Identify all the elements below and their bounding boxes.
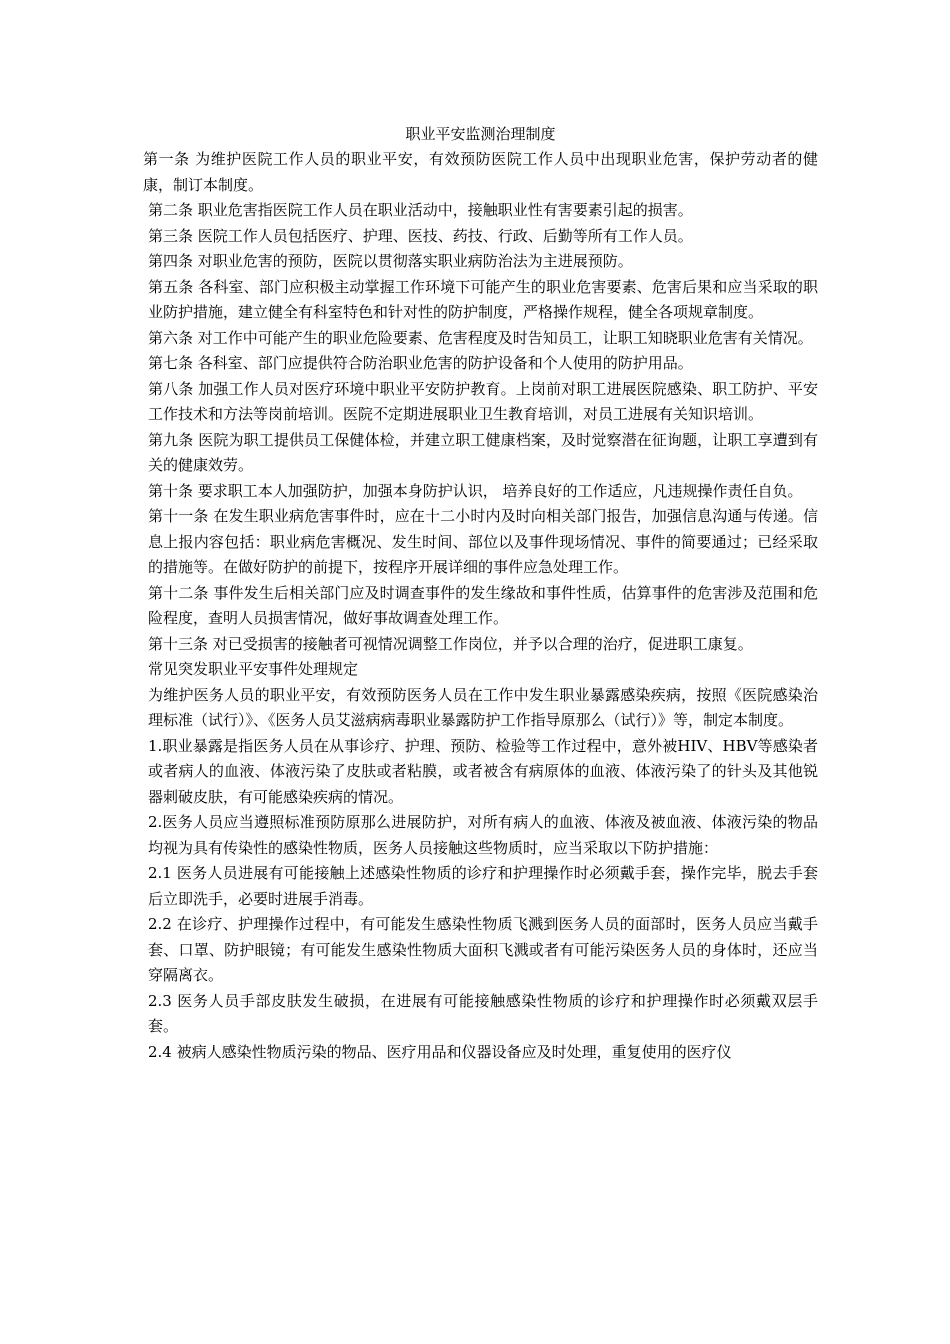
section-heading: 常见突发职业平安事件处理规定 (148, 660, 359, 678)
paragraph-article-11: 第十一条 在发生职业病危害事件时，应在十二小时内及时向相关部门报告，加强信息沟通与传递。信息上报内容包括：职业病危害概况、发生时间、部位以及事件现场情况、事件的简要通过；已经采取的措施等。在做好防护的前提下，按程序开展详细的事件应急处理工作。 (148, 507, 818, 576)
paragraph-item-2-1: 2.1 医务人员进展有可能接触上述感染性物质的诊疗和护理操作时必须戴手套，操作完毕，脱去手套后立即洗手，必要时进展手消毒。 (148, 864, 818, 908)
paragraph-item-1: 1.职业暴露是指医务人员在从事诊疗、护理、预防、检验等工作过程中，意外被HIV、HBV等感染者或者病人的血液、体液污染了皮肤或者粘膜，或者被含有病原体的血液、体液污染了的针头及其他锐器刺破皮肤，有可能感染疾病的情况。 (148, 736, 818, 806)
paragraph-article-2: 第二条 职业危害指医院工作人员在职业活动中，接触职业性有害要素引起的损害。 (148, 201, 693, 219)
paragraph-article-13: 第十三条 对已受损害的接触者可视情况调整工作岗位，并予以合理的治疗，促进职工康复。 (148, 634, 753, 653)
paragraph-article-9: 第九条 医院为职工提供员工保健体检，并建立职工健康档案，及时觉察潜在征询题，让职工享遭到有关的健康效劳。 (148, 430, 818, 474)
paragraph-article-10: 第十条 要求职工本人加强防护，加强本身防护认识， 培养良好的工作适应，凡违规操作责任自负。 (148, 481, 803, 500)
paragraph-intro: 为维护医务人员的职业平安，有效预防医务人员在工作中发生职业暴露感染疾病，按照《医院感染治理标准（试行）》、《医务人员艾滋病病毒职业暴露防护工作指导原那么（试行）》等，制定本制度。 (148, 685, 818, 729)
paragraph-article-4: 第四条 对职业危害的预防，医院以贯彻落实职业病防治法为主进展预防。 (148, 252, 633, 270)
document-body (143, 121, 818, 1065)
paragraph-article-1: 第一条 为维护医院工作人员的职业平安，有效预防医院工作人员中出现职业危害，保护劳动者的健康，制订本制度。 (143, 150, 818, 194)
paragraph-article-6: 第六条 对工作中可能产生的职业危险要素、危害程度及时告知员工，让职工知晓职业危害有关情况。 (148, 328, 813, 347)
document-title: 职业平安监测治理制度 (405, 125, 556, 143)
paragraph-item-2-4: 2.4 被病人感染性物质污染的物品、医疗用品和仪器设备应及时处理，重复使用的医疗仪 (148, 1042, 732, 1061)
paragraph-article-5: 第五条 各科室、部门应积极主动掌握工作环境下可能产生的职业危害要素、危害后果和应当采取的职业防护措施，建立健全有科室特色和针对性的防护制度，严格操作规程，健全各项规章制度。 (148, 277, 818, 321)
paragraph-item-2: 2.医务人员应当遵照标准预防原那么进展防护，对所有病人的血液、体液及被血液、体液污染的物品均视为具有传染性的感染性物质，医务人员接触这些物质时，应当采取以下防护措施： (148, 813, 818, 857)
paragraph-article-3: 第三条 医院工作人员包括医疗、护理、医技、药技、行政、后勤等所有工作人员。 (148, 226, 693, 245)
paragraph-item-2-2: 2.2 在诊疗、护理操作过程中，有可能发生感染性物质飞溅到医务人员的面部时，医务人员应当戴手套、口罩、防护眼镜；有可能发生感染性物质大面积飞溅或者有可能污染医务人员的身体时，还应当穿隔离衣。 (148, 915, 818, 984)
paragraph-item-2-3: 2.3 医务人员手部皮肤发生破损，在进展有可能接触感染性物质的诊疗和护理操作时必须戴双层手套。 (148, 991, 818, 1035)
paragraph-article-12: 第十二条 事件发生后相关部门应及时调查事件的发生缘故和事件性质，估算事件的危害涉及范围和危险程度，查明人员损害情况，做好事故调查处理工作。 (148, 583, 818, 627)
paragraph-article-8: 第八条 加强工作人员对医疗环境中职业平安防护教育。上岗前对职工进展医院感染、职工防护、平安工作技术和方法等岗前培训。医院不定期进展职业卫生教育培训，对员工进展有关知识培训。 (148, 379, 818, 423)
paragraph-article-7: 第七条 各科室、部门应提供符合防治职业危害的防护设备和个人使用的防护用品。 (148, 354, 693, 372)
